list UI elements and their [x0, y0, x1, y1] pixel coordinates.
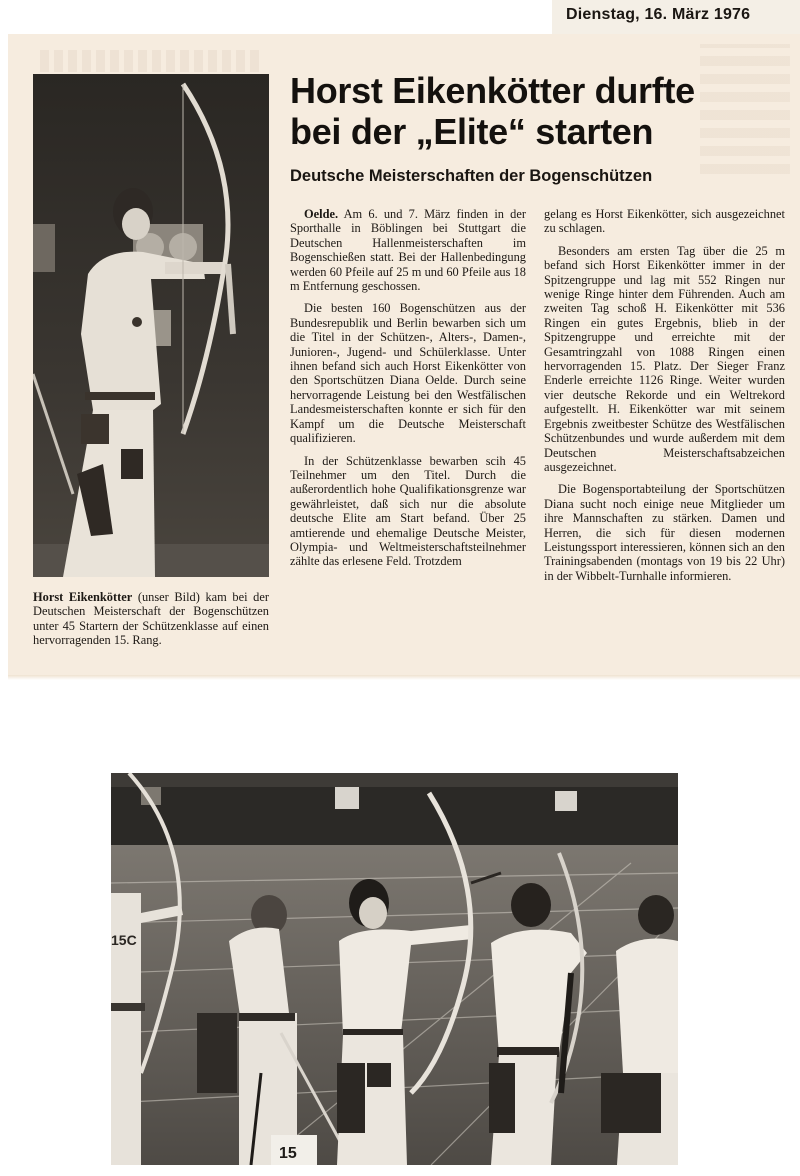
archer-portrait-photo: [33, 74, 269, 577]
article-column-2: [544, 207, 785, 591]
dateline: Oelde.: [304, 207, 339, 221]
paragraph-3: In der Schützenklasse bewarben scih 45 Teilnehmer um den Titel. Durch die außerordentlich hohe Qualifikationsgrenze war gewährleistet, daß sich nur die absolute deutsche Elite am Start befand. Über 25 amtierende und ehemalige Deutsche Meister, Olympia- und Weltmeisterschaftsteilnehmer zählte das erlesene Feld. Trotzdem: [290, 453, 526, 569]
headline-line-1: Horst Eikenkötter durfte: [290, 70, 695, 111]
bleed-through-texture: [40, 50, 260, 72]
headline-line-2: bei der „Elite“ starten: [290, 111, 654, 152]
archers-line-photo: [111, 773, 678, 1165]
clipping-bottom-edge: [8, 675, 800, 680]
shirt-number: 15C: [111, 932, 137, 948]
headline: [290, 70, 790, 152]
paragraph-1-text: Am 6. und 7. März finden in der Sporthalle in Böblingen bei Stuttgart die Deutschen Hallenmeisterschaften im Bogenschießen statt. Bei der Hallenbedingung werden 60 Pfeile auf 25 m und 60 Pfeile aus 18 m Entfernung geschossen.: [290, 207, 526, 294]
paragraph-5: Besonders am ersten Tag über die 25 m befand sich Horst Eikenkötter immer in der Spitzengruppe und lag mit 552 Ringen nur wenige Ringe hinter dem Führenden. Auch am zweiten Tag schoß H. Eikenkötter mit 536 Ringen ein gutes Ergebnis, blieb in der Spitzengruppe und erreichte mit der Gesamtringzahl von 1088 Ringen einen hervorragenden 15. Platz. Der Sieger Franz Enderle erreichte 1126 Ringe. Weiter wurden vier deutsche Rekorde und ein Weltrekord aufgestellt. H. Eikenkötter war mit seinem Ergebnis zweitbester Schütze des Westfälischen Schützenbundes und wurde außerdem mit dem Deutschen Meisterschaftsabzeichen ausgezeichnet.: [544, 243, 785, 474]
paragraph-4: gelang es Horst Eikenkötter, sich ausgezeichnet zu schlagen.: [544, 207, 785, 236]
target-number: 15: [279, 1145, 297, 1162]
paragraph-2: Die besten 160 Bogenschützen aus der Bundesrepublik und Berlin bewarben sich um die Titel in der Schützen-, Alters-, Damen-, Junioren-, Jugend- und Schülerklasse. Unter ihnen befand sich auch Horst Eikenkötter von den Sportschützen Diana Oelde. Durch seine hervorragende Leistung bei den Westfälischen Landesmeisterschaften konnte er sich für den Kampf um die Deutsche Meisterschaft qualifizieren.: [290, 301, 526, 446]
publication-date: Dienstag, 16. März 1976: [566, 6, 751, 23]
subheadline: Deutsche Meisterschaften der Bogenschützen: [290, 167, 653, 185]
photo-caption: [33, 590, 269, 648]
paragraph-6: Die Bogensportabteilung der Sportschützen Diana sucht noch einige neue Mitglieder um ihre Mannschaften zu stärken. Damen und Herren, die sich für diesen modernen Leistungssport interessieren, können sich an den Trainingsabenden (montags von 19 bis 22 Uhr) in der Wibbelt-Turnhalle informieren.: [544, 482, 785, 583]
article-column-1: [290, 207, 526, 577]
caption-text: (unser Bild) kam bei der Deutschen Meisterschaft der Bogenschützen unter 45 Startern der Schützenklasse auf einen hervorragenden 15. Rang.: [33, 590, 269, 648]
caption-name: Horst Eikenkötter: [33, 590, 133, 604]
